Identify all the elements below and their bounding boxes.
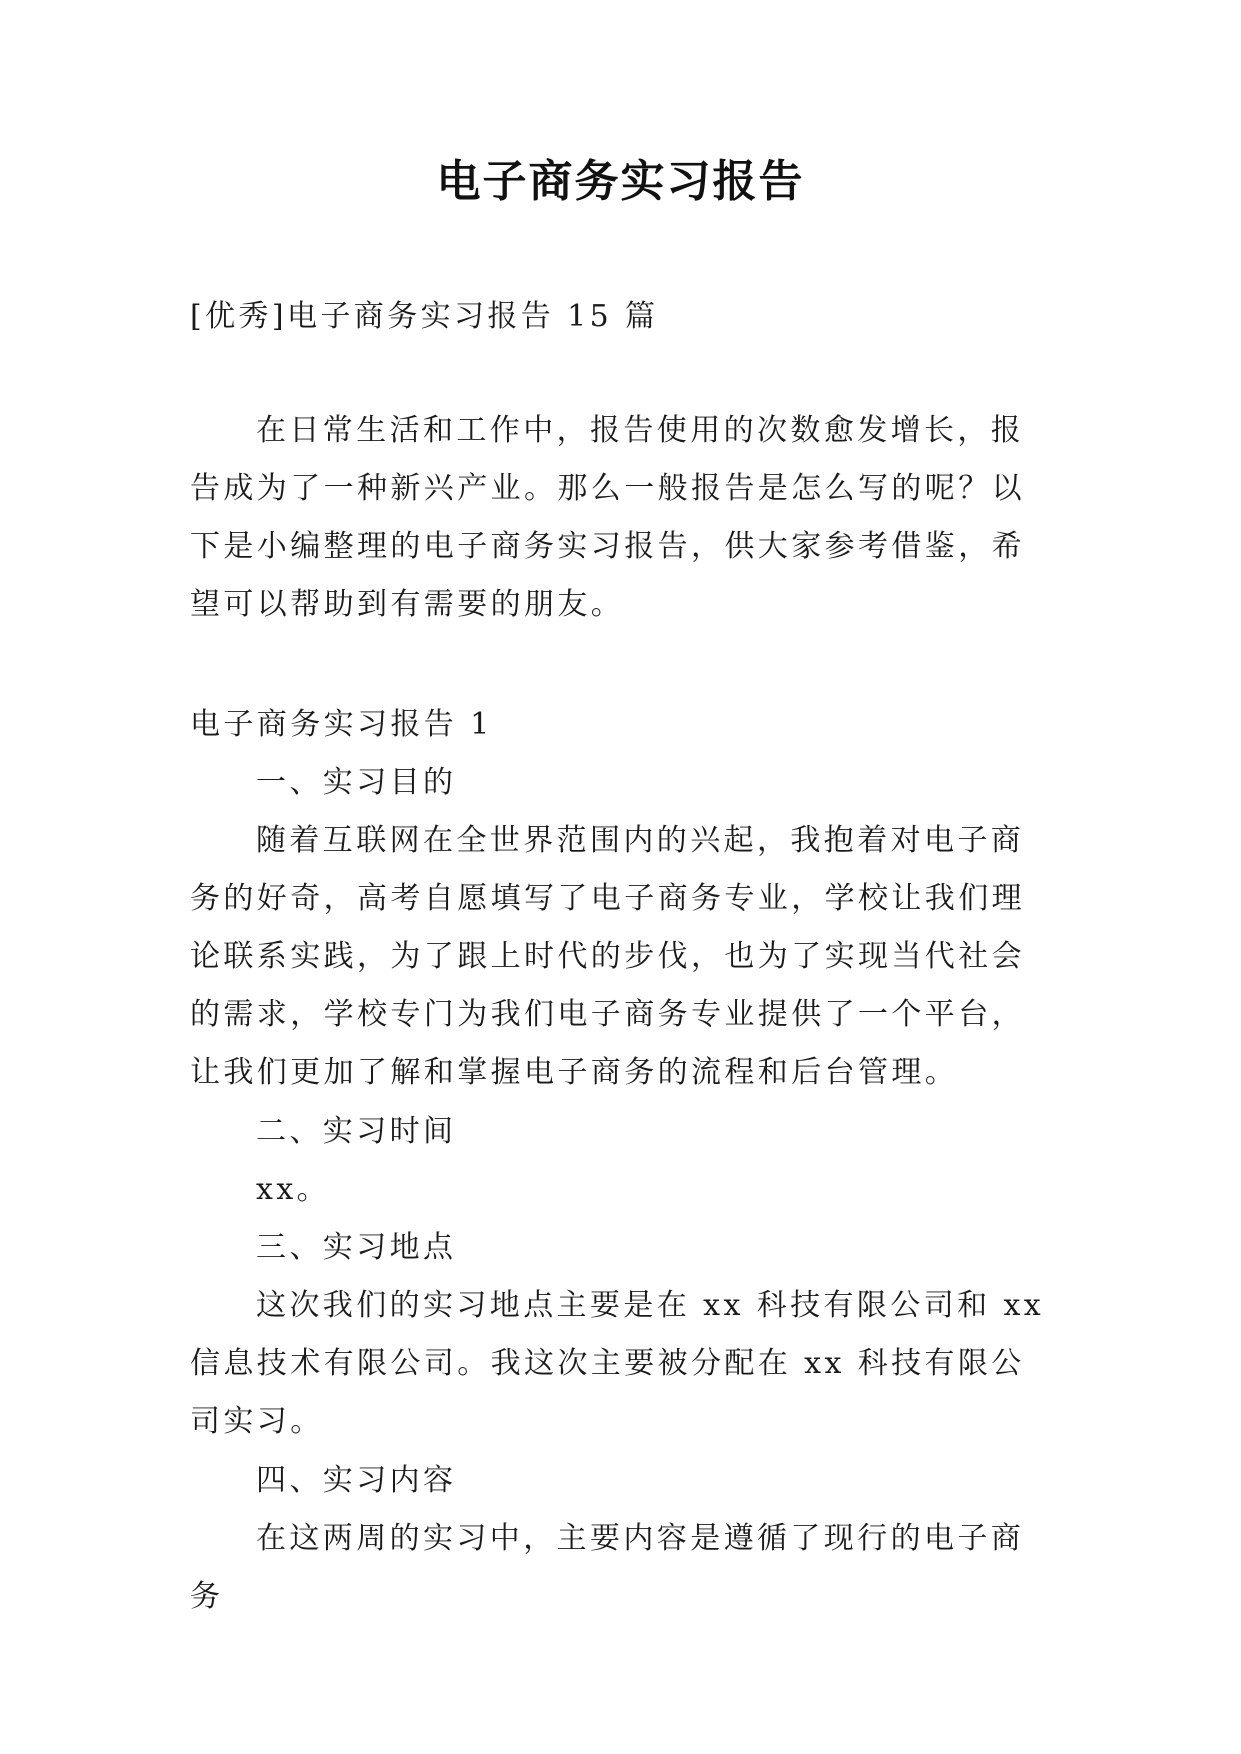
section-body-content: 在这两周的实习中，主要内容是遵循了现行的电子商务: [190, 1521, 1025, 1614]
section-heading-time: 二、实习时间: [256, 1114, 457, 1149]
document-title: 电子商务实习报告: [436, 156, 805, 207]
section-body-place: 这次我们的实习地点主要是在 xx 科技有限公司和 xx 信息技术有限公司。我这次主要被分配在 xx 科技有限公司实习。: [190, 1288, 1045, 1439]
intro-paragraph: 在日常生活和工作中，报告使用的次数愈发增长，报告成为了一种新兴产业。那么一般报告是怎么写的呢？以下是小编整理的电子商务实习报告，供大家参考借鉴，希望可以帮助到有需要的朋友。: [190, 413, 1025, 622]
section-body-time: xx。: [256, 1172, 331, 1207]
document-subtitle: [优秀]电子商务实习报告 15 篇: [190, 299, 659, 334]
section-body-goal: 随着互联网在全世界范围内的兴起，我抱着对电子商务的好奇，高考自愿填写了电子商务专业，学校让我们理论联系实践，为了跟上时代的步伐，也为了实现当代社会的需求，学校专门为我们电子商务专业提供了一个平台，让我们更加了解和掌握电子商务的流程和后台管理。: [190, 823, 1025, 1090]
section-heading-content: 四、实习内容: [256, 1463, 457, 1498]
section-heading-place: 三、实习地点: [256, 1230, 457, 1265]
report-heading: 电子商务实习报告 1: [190, 707, 493, 742]
section-heading-goal: 一、实习目的: [256, 765, 457, 800]
